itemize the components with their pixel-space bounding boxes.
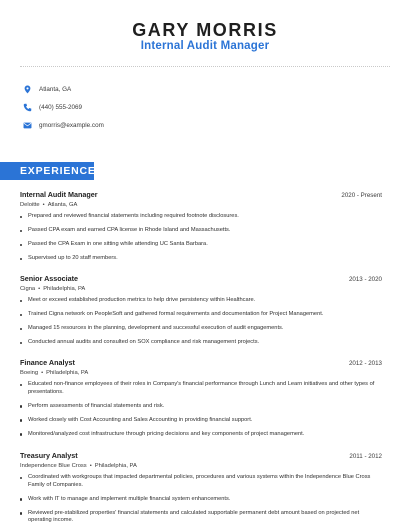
list-item: Work with IT to manage and implement multiple financial system enhancements. bbox=[20, 496, 382, 504]
job-dates: 2013 - 2020 bbox=[348, 276, 382, 283]
job-entry bbox=[20, 451, 382, 530]
phone-text: (440) 555-2069 bbox=[39, 103, 83, 111]
job-company-line: Deloitte • Atlanta, GA bbox=[20, 202, 78, 208]
list-item: Perform assessments of financial statements and risk. bbox=[20, 403, 382, 411]
location-text: Atlanta, GA bbox=[39, 85, 72, 93]
job-bullets bbox=[20, 213, 382, 263]
company-location: Philadelphia, PA bbox=[94, 463, 137, 469]
list-item: Prepared and reviewed financial statements including required footnote disclosures. bbox=[20, 213, 382, 221]
job-dates: 2020 - Present bbox=[341, 192, 382, 199]
map-pin-icon bbox=[22, 84, 32, 94]
job-company-line: Boeing • Philadelphia, PA bbox=[20, 370, 89, 376]
job-dates: 2012 - 2013 bbox=[348, 360, 382, 367]
list-item: Reviewed pre-stabilized properties' financial statements and calculated supportable permanent debt amount based on projected net operating income. bbox=[20, 510, 382, 525]
company-name: Cigna bbox=[20, 286, 36, 292]
job-company-line: Independence Blue Cross • Philadelphia, PA bbox=[20, 463, 137, 469]
company-name: Deloitte bbox=[20, 202, 40, 208]
company-name: Independence Blue Cross bbox=[20, 463, 87, 469]
job-title-header: Internal Audit Manager bbox=[140, 40, 270, 52]
job-bullets bbox=[20, 474, 382, 525]
job-dates: 2011 - 2012 bbox=[349, 453, 382, 460]
job-bullets bbox=[20, 381, 382, 438]
job-title: Internal Audit Manager bbox=[20, 190, 98, 199]
list-item: Managed 15 resources in the planning, development and successful execution of audit engagements. bbox=[20, 325, 382, 333]
list-item: Monitored/analyzed cost infrastructure through pricing decisions and key components of project management. bbox=[20, 431, 382, 439]
job-entry bbox=[20, 190, 382, 269]
job-entry bbox=[20, 274, 382, 353]
job-title: Senior Associate bbox=[20, 274, 79, 283]
list-item: Educated non-finance employees of their roles in Company's financial performance through Lunch and Learn initiatives and other types of presentations. bbox=[20, 381, 382, 396]
company-location: Philadelphia, PA bbox=[46, 370, 89, 376]
contact-email bbox=[22, 120, 104, 130]
job-title: Finance Analyst bbox=[20, 358, 75, 367]
header-divider bbox=[20, 66, 390, 67]
company-location: Atlanta, GA bbox=[47, 202, 78, 208]
list-item: Passed CPA exam and earned CPA license in Rhode Island and Massachusetts. bbox=[20, 227, 382, 235]
list-item: Trained Cigna network on PeopleSoft and gathered formal requirements and documentation for Project Management. bbox=[20, 311, 382, 319]
phone-icon bbox=[22, 102, 32, 112]
job-company-line: Cigna • Philadelphia, PA bbox=[20, 286, 86, 292]
envelope-icon bbox=[22, 120, 32, 130]
email-text[interactable]: gmorris@example.com bbox=[39, 121, 104, 129]
list-item: Meet or exceed established production metrics to help drive persistency within Healthcare. bbox=[20, 297, 382, 305]
job-bullets bbox=[20, 297, 382, 347]
company-location: Philadelphia, PA bbox=[43, 286, 86, 292]
job-title: Treasury Analyst bbox=[20, 451, 78, 460]
list-item: Supervised up to 20 staff members. bbox=[20, 255, 382, 263]
list-item: Conducted annual audits and consulted on SOX compliance and risk management projects. bbox=[20, 339, 382, 347]
contact-phone bbox=[22, 102, 82, 112]
list-item: Passed the CPA Exam in one sitting while attending UC Santa Barbara. bbox=[20, 241, 382, 249]
candidate-name: GARY MORRIS bbox=[132, 20, 278, 40]
contact-location bbox=[22, 84, 71, 94]
list-item: Coordinated with workgroups that impacted departmental policies, procedures and various systems within the Independence Blue Cross Family of Companies. bbox=[20, 474, 382, 489]
list-item: Worked closely with Cost Accounting and Sales Accounting in providing financial support. bbox=[20, 417, 382, 425]
company-name: Boeing bbox=[20, 370, 39, 376]
experience-section-header: EXPERIENCE bbox=[0, 162, 94, 180]
job-entry bbox=[20, 358, 382, 445]
